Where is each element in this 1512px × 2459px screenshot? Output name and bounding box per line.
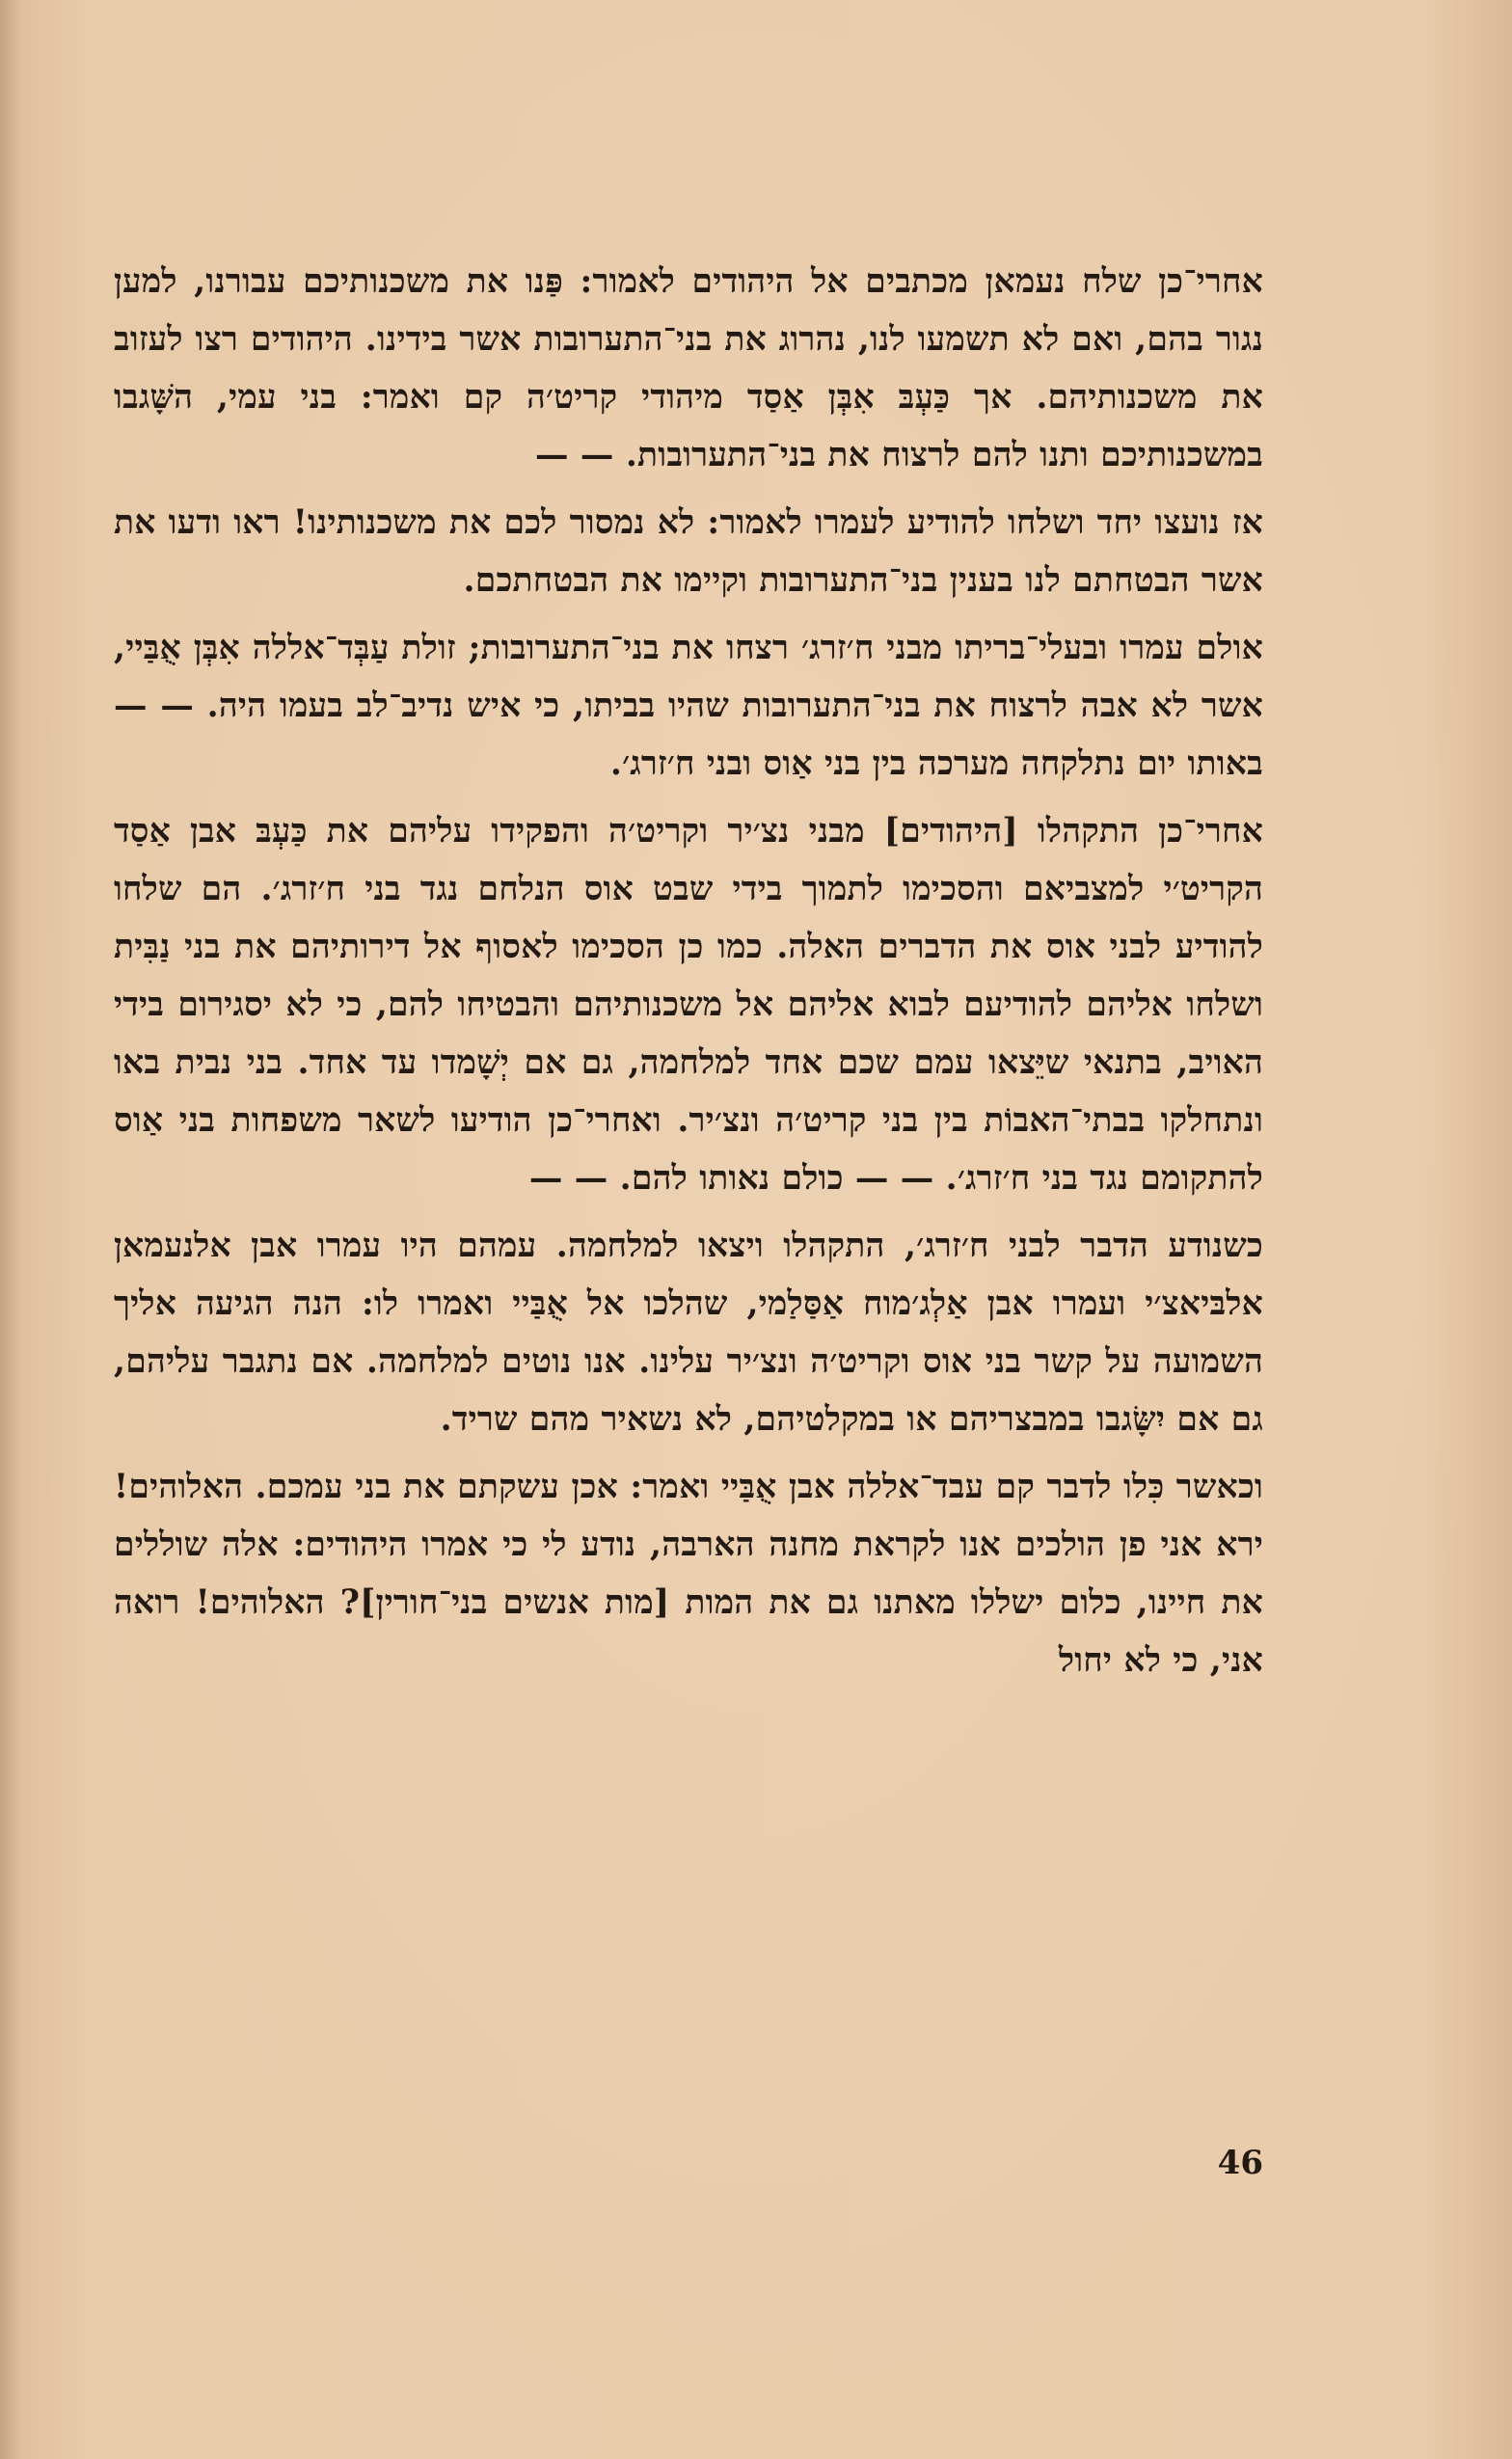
- paragraph-4: אחרי־כן התקהלו [היהודים] מבני נצ׳יר וקריט׳ה והפקידו עליהם את כַּעְבּ אבן אַסַד הקריט׳י למצביאם והסכימו לתמוך בידי שבט אוס הנלחם נגד בני ח׳זרג׳. הם שלחו להודיע לבני אוס את הדברים האלה. כמו כן הסכימו לאסוף אל דירותיהם את בני נַבִּית ושלחו אליהם להודיעם לבוא אליהם אל משכנותיהם והבטיחו להם, כי לא יסגירום בידי האויב, בתנאי שיֵּצאו עמם שכם אחד למלחמה, גם אם יְשָׁמדו עד אחד. בני נבית באו ונתחלקו בבתי־האבוֹת בין בני קריט׳ה ונצ׳יר. ואחרי־כן הודיעו לשאר משפחות בני אַוס להתקומם נגד בני ח׳זרג׳. — — כולם נאותו להם. — —: [114, 812, 1263, 1198]
- page-edge-shadow: [0, 0, 21, 2459]
- paragraph-6: וכאשר כִּלו לדבר קם עבד־אללה אבן אֻבַּיי ואמר: אכן עשקתם את בני עמכם. האלוהים! ירא אני פן הולכים אנו לקראת מחנה הארבה, נודע לי כי אמרו היהודים: אלה שוללים את חיינו, כלום ישללו מאתנו גם את המות [מות אנשים בני־חורין]? האלוהים! רואה אני, כי לא יחול: [114, 1468, 1263, 1680]
- body-text: [114, 253, 1263, 1699]
- paragraph-2: אז נועצו יחד ושלחו להודיע לעמרו לאמור: לא נמסור לכם את משכנותינו! ראו ודעו את אשר הבטחתם לנו בענין בני־התערובות וקיימו את הבטחתכם.: [114, 503, 1263, 600]
- paragraph-3: אולם עמרו ובעלי־בריתו מבני ח׳זרג׳ רצחו את בני־התערובות; זולת עַבְּד־אללה אִבְּן אֻבַּיי, אשר לא אבה לרצוח את בני־התערובות שהיו בביתו, כי איש נדיב־לב בעמו היה. — — באותו יום נתלקחה מערכה בין בני אַוס ובני ח׳זרג׳.: [114, 629, 1263, 783]
- page-number: 46: [1217, 2144, 1263, 2182]
- paragraph-1: אחרי־כן שלח נעמאן מכתבים אל היהודים לאמור: פַּנו את משכנותיכם עבורנו, למען נגור בהם, ואם לא תשמעו לנו, נהרוג את בני־התערובות אשר בידינו. היהודים רצו לעזוב את משכנותיהם. אך כַּעְבּ אִבְּן אַסַד מיהודי קריט׳ה קם ואמר: בני עמי, השָּׁגבו במשכנותיכם ותנו להם לרצוח את בני־התערובות. — —: [114, 262, 1263, 474]
- paragraph-5: כשנודע הדבר לבני ח׳זרג׳, התקהלו ויצאו למלחמה. עמהם היו עמרו אבן אלנעמאן אלבּיאצ׳י ועמרו אבן אַלְג׳מוח אַסַּלַמי, שהלכו אל אֻבַּיי ואמרו לו: הנה הגיעה אליך השמועה על קשר בני אוס וקריט׳ה ונצ׳יר עלינו. אנו נוטים למלחמה. אם נתגבר עליהם, גם אם יִשָּׂגבו במבצריהם או במקלטיהם, לא נשאיר מהם שריד.: [114, 1227, 1263, 1439]
